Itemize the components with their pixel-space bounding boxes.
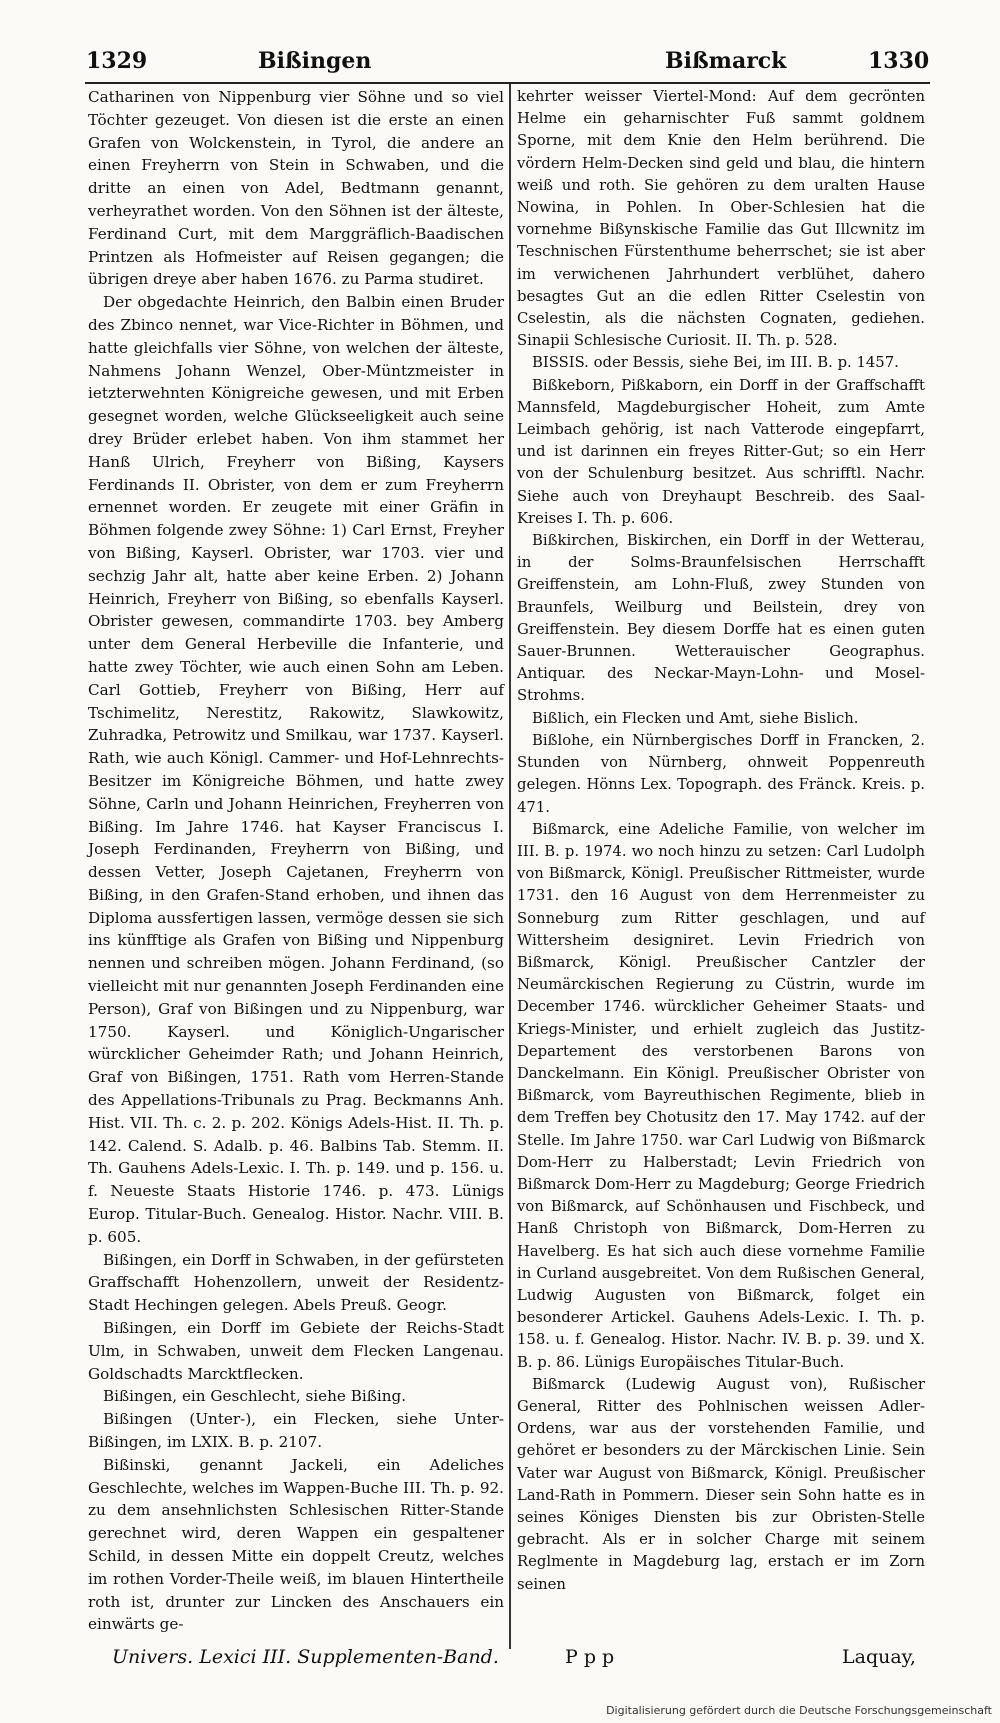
paragraph: Bißkeborn, Pißkaborn, ein Dorff in der Graffschafft Mannsfeld, Magdeburgischer Hoheit, zum Amte Leimbach gehörig, ist nach Vatterode eingepfarrt, und ist darinnen ein freyes Ritter-Gut; so ein Herr von der Schulenburg besitzet. Aus schrifftl. Nachr. Siehe auch von Dreyhaupt Beschreib. des Saal-Kreises I. Th. p. 606.	[517, 376, 925, 527]
paragraph: BISSIS. oder Bessis, siehe Bei, im III. B. p. 1457.	[532, 354, 899, 372]
left-running-title: Bißingen	[258, 48, 372, 74]
paragraph: Bißingen, ein Geschlecht, siehe Bißing.	[103, 1387, 407, 1406]
paragraph: Bißlohe, ein Nürnbergisches Dorff in Francken, 2. Stunden von Nürnberg, ohnweit Poppenreuth gelegen. Hönns Lex. Topograph. des Fränck. Kreis. p. 471.	[517, 731, 925, 816]
paragraph: Bißkirchen, Biskirchen, ein Dorff in der Wetterau, in der Solms-Braunfelsischen Herrschafft Greiffenstein, am Lohn-Fluß, zwey Stunden von Braunfels, Weilburg und Beilstein, drey von Greiffenstein. Bey diesem Dorffe hat es einen guten Sauer-Brunnen. Wetterauischer Geographus. Antiquar. des Neckar-Mayn-Lohn- und Mosel-Strohms.	[517, 532, 925, 705]
paragraph: Bißinski, genannt Jackeli, ein Adeliches Geschlechte, welches im Wappen-Buche III. Th. p. 92. zu dem ansehnlichsten Schlesischen Ritter-Stande gerechnet wird, deren Wappen ein gespaltener Schild, in dessen Mitte ein doppelt Creutz, welches im rothen Vorder-Theile weiß, im blauen Hintertheile roth ist, drunter zur Lincken des Anschauers ein einwärts ge-	[88, 1455, 504, 1634]
paragraph: kehrter weisser Viertel-Mond: Auf dem gecrönten Helme ein geharnischter Fuß sammt goldnem Sporne, mit dem Knie den Helm berührend. Die vördern Helm-Decken sind geld und blau, die hintern weiß und roth. Sie gehören zu dem uralten Hause Nowina, in Pohlen. In Ober-Schlesien hat die vornehme Bißynskische Familie das Gut Illcwnitz im Teschnischen Fürstenthume beherrschet; sie ist aber im verwichenen Jahrhundert verblühet, dahero besagtes Gut an die edlen Ritter Cselestin von Cselestin, als die nächsten Cognaten, gediehen. Sinapii Schlesische Curiosit. II. Th. p. 528.	[517, 88, 925, 350]
digitization-credit: Digitalisierung gefördert durch die Deutsche Forschungsgemeinschaft	[606, 1704, 992, 1717]
right-running-title: Bißmarck	[665, 48, 787, 74]
header-rule	[85, 82, 930, 84]
paragraph: Bißlich, ein Flecken und Amt, siehe Bislich.	[532, 709, 859, 727]
right-column	[517, 86, 925, 1596]
column-separator	[509, 84, 511, 1649]
paragraph: Bißingen (Unter-), ein Flecken, siehe Unter-Bißingen, im LXIX. B. p. 2107.	[88, 1410, 504, 1452]
catchword: Laquay,	[842, 1646, 916, 1668]
right-page-number: 1330	[868, 48, 930, 74]
left-page-number: 1329	[86, 48, 148, 74]
signature-mark: P p p	[565, 1646, 615, 1668]
paragraph: Catharinen von Nippenburg vier Söhne und so viel Töchter gezeuget. Von diesen ist die erste an einen Grafen von Wolckenstein, in Tyrol, die andere an einen Freyherrn von Stein in Schwaben, und die dritte an einen von Adel, Bedtmann genannt, verheyrathet worden. Von den Söhnen ist der älteste, Ferdinand Curt, mit dem Marggräflich-Baadischen Printzen als Hofmeister auf Reisen gegangen; die übrigen dreye aber haben 1676. zu Parma studiret.	[88, 88, 504, 289]
paragraph: Bißingen, ein Dorff in Schwaben, in der gefürsteten Graffschafft Hohenzollern, unweit der Residentz-Stadt Hechingen gelegen. Abels Preuß. Geogr.	[88, 1250, 504, 1315]
paragraph: Bißmarck, eine Adeliche Familie, von welcher im III. B. p. 1974. wo noch hinzu zu setzen: Carl Ludolph von Bißmarck, Königl. Preußischer Rittmeister, wurde 1731. den 16 August von dem Herrenmeister zu Sonneburg zum Ritter geschlagen, und auf Wittersheim designiret. Levin Friedrich von Bißmarck, Königl. Preußischer Cantzler der Neumärckischen Regierung zu Cüstrin, wurde im December 1746. würcklicher Geheimer Staats- und Kriegs-Minister, und erhielt zugleich das Justitz-Departement des verstorbenen Barons von Danckelmann. Ein Königl. Preußischer Obrister von Bißmarck, vom Bayreuthischen Regimente, blieb in dem Treffen bey Chotusitz den 17. May 1742. auf der Stelle. Im Jahre 1750. war Carl Ludwig von Bißmarck Dom-Herr zu Halberstadt; Levin Friedrich von Bißmarck Dom-Herr zu Magdeburg; George Friedrich von Bißmarck, auf Schönhausen und Fischbeck, und Hanß Christoph von Bißmarck, Dom-Herren zu Havelberg. Es hat sich auch diese vornehme Familie in Curland ausgebreitet. Von dem Rußischen General, Ludwig Augusten von Bißmarck, folget ein besonderer Artickel. Gauhens Adels-Lexic. I. Th. p. 158. u. f. Genealog. Histor. Nachr. IV. B. p. 39. und X. B. p. 86. Lünigs Europäisches Titular-Buch.	[517, 820, 925, 1371]
volume-title: Univers. Lexici III. Supplementen-Band.	[112, 1646, 499, 1668]
paragraph: Der obgedachte Heinrich, den Balbin einen Bruder des Zbinco nennet, war Vice-Richter in Böhmen, und hatte gleichfalls vier Söhne, von welchen der älteste, Nahmens Johann Wenzel, Ober-Müntzmeister in ietzterwehnten Königreiche gewesen, und mit Erben gesegnet worden, welche Glückseeligkeit auch seine drey Brüder erlebet haben. Von ihm stammet her Hanß Ulrich, Freyherr von Bißing, Kaysers Ferdinands II. Obrister, von dem er zum Freyherrn ernennet worden. Er zeugete mit einer Gräfin in Böhmen folgende zwey Söhne: 1) Carl Ernst, Freyher von Bißing, Kayserl. Obrister, war 1703. vier und sechzig Jahr alt, hatte aber keine Erben. 2) Johann Heinrich, Freyherr von Bißing, so ebenfalls Kayserl. Obrister gewesen, commandirte 1703. bey Amberg unter dem General Herbeville die Infanterie, und hatte zwey Töchter, wie auch einen Sohn am Leben. Carl Gottieb, Freyherr von Bißing, Herr auf Tschimelitz, Nerestitz, Rakowitz, Slawkowitz, Zuhradka, Petrowitz und Smilkau, war 1737. Kayserl. Rath, wie auch Königl. Cammer- und Hof-Lehnrechts-Besitzer im Königreiche Böhmen, und hatte zwey Söhne, Carln und Johann Heinrichen, Freyherren von Bißing. Im Jahre 1746. hat Kayser Franciscus I. Joseph Ferdinanden, Freyherrn von Bißing, und dessen Vetter, Joseph Cajetanen, Freyherrn von Bißing, in den Grafen-Stand erhoben, und ihnen das Diploma aussfertigen lassen, vermöge dessen sie sich ins künfftige als Grafen von Bißing und Nippenburg nennen und schreiben mögen. Johann Ferdinand, (so vielleicht mit nur genannten Joseph Ferdinanden eine Person), Graf von Bißingen und zu Nippenburg, war 1750. Kayserl. und Königlich-Ungarischer würcklicher Geheimder Rath; und Johann Heinrich, Graf von Bißingen, 1751. Rath vom Herren-Stande des Appellations-Tribunals zu Prag. Beckmanns Anh. Hist. VII. Th. c. 2. p. 202. Königs Adels-Hist. II. Th. p. 142. Calend. S. Adalb. p. 46. Balbins Tab. Stemm. II. Th. Gauhens Adels-Lexic. I. Th. p. 149. und p. 156. u. f. Neueste Staats Historie 1746. p. 473. Lünigs Europ. Titular-Buch. Genealog. Histor. Nachr. VIII. B. p. 605.	[88, 293, 504, 1246]
paragraph: Bißingen, ein Dorff im Gebiete der Reichs-Stadt Ulm, in Schwaben, unweit dem Flecken Langenau. Goldschadts Marcktflecken.	[88, 1319, 504, 1383]
paragraph: Bißmarck (Ludewig August von), Rußischer General, Ritter des Pohlnischen weissen Adler-Ordens, war aus der vorstehenden Familie, und gehöret er besonders zu der Märckischen Linie. Sein Vater war August von Bißmarck, Königl. Preußischer Land-Rath in Pommern. Dieser sein Sohn hatte es in seines Königes Diensten bis zur Obristen-Stelle gebracht. Als er in solcher Charge mit seinem Reglmente in Magdeburg lag, erstach er im Zorn seinen	[517, 1375, 925, 1593]
left-column	[88, 86, 504, 1636]
